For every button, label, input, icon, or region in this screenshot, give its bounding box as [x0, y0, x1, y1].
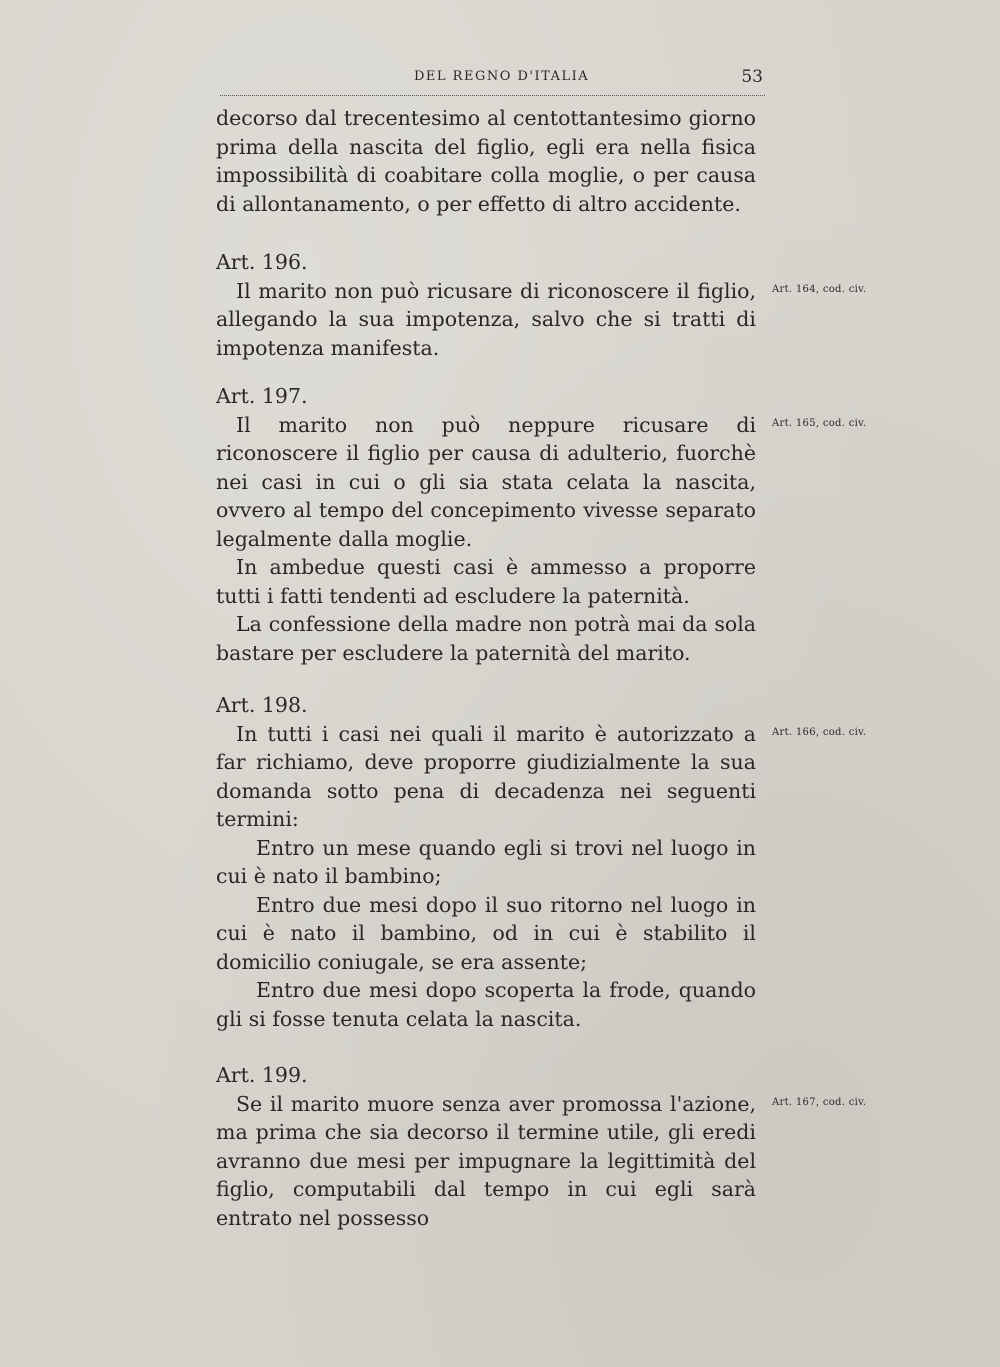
page-number: 53	[741, 67, 763, 87]
article-paragraph: La confessione della madre non potrà mai da sola bastare per escludere la paternità del marito.	[216, 612, 756, 665]
article-sidenote: Art. 166, cod. civ.	[772, 727, 867, 738]
article-title: Art. 197.	[216, 384, 308, 408]
article-paragraph: Entro due mesi dopo scoperta la frode, quando gli si fosse tenuta celata la nascita.	[216, 978, 756, 1031]
running-head: DEL REGNO D'ITALIA	[414, 69, 590, 84]
article-sidenote: Art. 167, cod. civ.	[772, 1097, 867, 1108]
article-paragraph: In ambedue questi casi è ammesso a proporre tutti i fatti tendenti ad escludere la paternità.	[216, 555, 756, 608]
article-199	[216, 1061, 867, 1232]
page-header	[220, 67, 765, 96]
article-paragraph: In tutti i casi nei quali il marito è autorizzato a far richiamo, deve proporre giudizialmente la sua domanda sotto pena di decadenza nei seguenti termini:	[216, 721, 756, 831]
article-title: Art. 198.	[216, 693, 308, 717]
intro-paragraph: decorso dal trecentesimo al centottantesimo giorno prima della nascita del figlio, egli era nella fisica impossibilità di coabitare colla moglie, o per causa di allontanamento, o per effetto di altro accidente.	[216, 106, 756, 216]
article-paragraph: Se il marito muore senza aver promossa l'azione, ma prima che sia decorso il termine utile, gli eredi avranno due mesi per impugnare la legittimità del figlio, computabili dal tempo in cui egli sarà entrato nel possesso	[216, 1091, 756, 1230]
article-197	[216, 382, 867, 667]
article-196	[216, 248, 867, 362]
article-sidenote: Art. 164, cod. civ.	[772, 284, 867, 295]
article-title: Art. 199.	[216, 1063, 308, 1087]
article-198	[216, 691, 867, 1033]
article-sidenote: Art. 165, cod. civ.	[772, 418, 867, 429]
article-title: Art. 196.	[216, 250, 308, 274]
body-text	[216, 104, 867, 1232]
article-paragraph: Il marito non può ricusare di riconoscere il figlio, allegando la sua impotenza, salvo che si tratti di impotenza manifesta.	[216, 278, 756, 360]
article-paragraph: Il marito non può neppure ricusare di riconoscere il figlio per causa di adulterio, fuorchè nei casi in cui o gli sia stata celata la nascita, ovvero al tempo del concepimento vivesse separato legalmente dalla moglie.	[216, 412, 756, 551]
article-paragraph: Entro due mesi dopo il suo ritorno nel luogo in cui è nato il bambino, od in cui è stabilito il domicilio coniugale, se era assente;	[216, 892, 756, 974]
article-paragraph: Entro un mese quando egli si trovi nel luogo in cui è nato il bambino;	[216, 835, 756, 888]
